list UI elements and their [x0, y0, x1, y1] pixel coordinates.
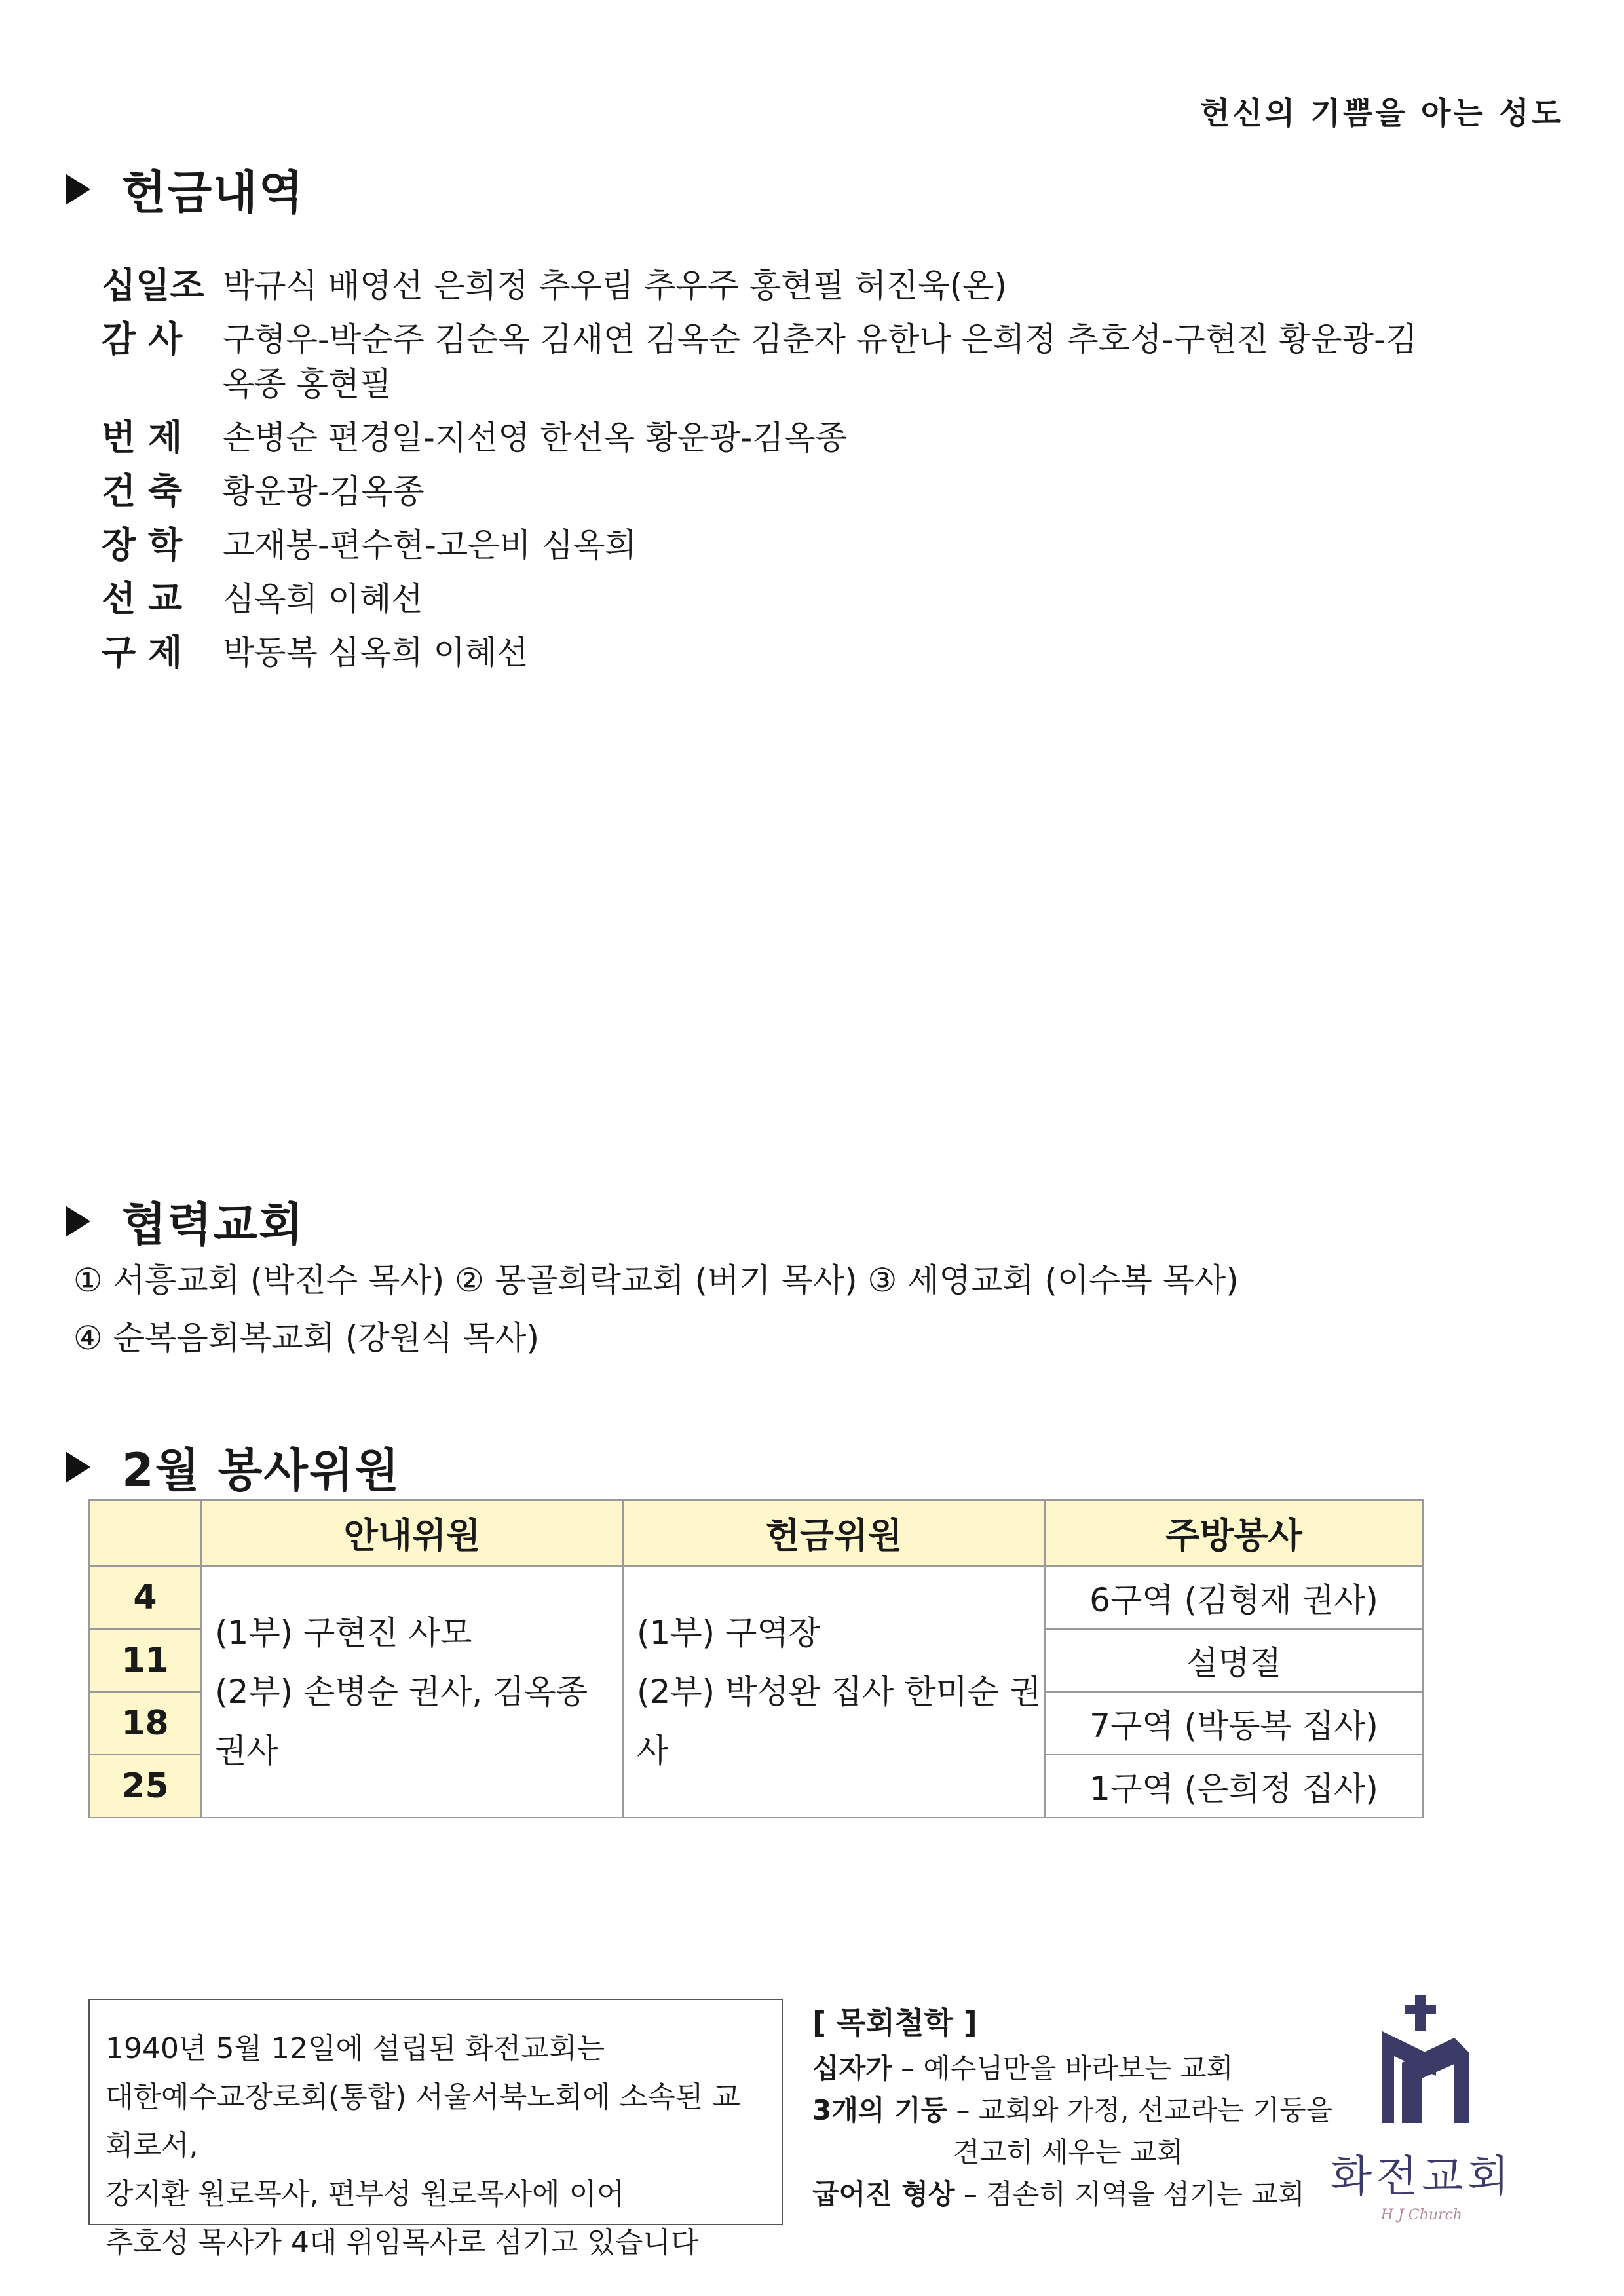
partner-line: ① 서흥교회 (박진수 목사) ② 몽골희락교회 (버기 목사) ③ 세영교회 (이수복 목사) [73, 1261, 1239, 1299]
offering-list [102, 263, 1477, 684]
offering-names: 박동복 심옥희 이혜선 [223, 634, 529, 672]
offering-names: 박규식 배영선 은희정 추우림 추우주 홍현필 허진욱(온) [223, 267, 1007, 305]
philosophy-item [812, 2048, 1332, 2090]
philosophy-text: – 겸손히 지역을 섬기는 교회 [954, 2178, 1305, 2210]
offering-names: 심옥희 이혜선 [223, 580, 423, 618]
church-info-box [88, 1999, 783, 2259]
ministry-philosophy [812, 2002, 1332, 2215]
partner-list [73, 1252, 1239, 1367]
week-cell: 4 [89, 1566, 201, 1629]
info-line: 강지환 원로목사, 편부성 원로목사에 이어 [105, 2177, 625, 2211]
guide-line: (1부) 구현진 사모 [215, 1614, 472, 1652]
offering-label: 번 제 [102, 417, 183, 458]
volunteers-section-header [66, 1434, 400, 1500]
table-header-row [89, 1500, 1423, 1566]
table-row [89, 1566, 1423, 1629]
philosophy-text: – 예수님만을 바라보는 교회 [892, 2052, 1234, 2084]
offering-line: (1부) 구역장 [637, 1614, 820, 1652]
offering-row [102, 630, 1477, 675]
philosophy-key: 3개의 기둥 [812, 2094, 948, 2126]
triangle-bullet-icon [66, 174, 90, 205]
logo-english-name: H J Church [1380, 2207, 1463, 2223]
offering-line: (2부) 박성완 집사 한미순 권사 [637, 1673, 1042, 1770]
offering-names: 고재봉-편수현-고은비 심옥희 [223, 526, 637, 564]
philosophy-text: 견고히 세우는 교회 [953, 2136, 1184, 2168]
header-offering: 헌금위원 [623, 1500, 1045, 1566]
guide-line: (2부) 손병순 권사, 김옥종 권사 [215, 1673, 588, 1770]
header-blank [89, 1500, 201, 1566]
philosophy-item [812, 2173, 1332, 2215]
week-cell: 11 [89, 1629, 201, 1692]
offering-label: 선 교 [102, 578, 183, 619]
kitchen-cell: 6구역 (김형재 권사) [1045, 1566, 1423, 1629]
kitchen-cell: 설명절 [1045, 1629, 1423, 1692]
partners-section-header [66, 1188, 304, 1254]
week-cell: 18 [89, 1692, 201, 1755]
volunteer-table [88, 1499, 1424, 1818]
offering-row [102, 415, 1477, 460]
offering-label: 구 제 [102, 632, 183, 673]
offering-row [102, 523, 1477, 567]
triangle-bullet-icon [66, 1451, 90, 1483]
offering-names: 구형우-박순주 김순옥 김새연 김옥순 김춘자 유한나 은희정 추호성-구현진 황운광-김옥종 홍현필 [223, 320, 1418, 403]
offering-cell [623, 1566, 1045, 1818]
offering-label: 건 축 [102, 470, 183, 512]
philosophy-key: 굽어진 형상 [812, 2178, 955, 2210]
triangle-bullet-icon [66, 1206, 90, 1237]
guide-cell [201, 1566, 623, 1818]
offering-row [102, 263, 1477, 308]
info-line: 추호성 목사가 4대 위임목사로 섬기고 있습니다 [105, 2226, 699, 2259]
partners-title: 협력교회 [122, 1198, 305, 1252]
logo-name: 화전교회 [1330, 2151, 1513, 2202]
offering-title: 헌금내역 [122, 166, 305, 220]
offering-label: 장 학 [102, 524, 183, 565]
church-cross-icon [1323, 1992, 1520, 2136]
offering-label: 감 사 [102, 318, 183, 360]
philosophy-text: – 교회와 가정, 선교라는 기둥을 [947, 2094, 1333, 2126]
offering-row [102, 317, 1477, 406]
info-line: 대한예수교장로회(통합) 서울서북노회에 소속된 교회로서, [105, 2080, 740, 2162]
week-cell: 25 [89, 1755, 201, 1818]
offering-row [102, 577, 1477, 621]
philosophy-key: 십자가 [812, 2052, 892, 2084]
kitchen-cell: 1구역 (은희정 집사) [1045, 1755, 1423, 1818]
header-kitchen: 주방봉사 [1045, 1500, 1423, 1566]
info-line: 1940년 5월 12일에 설립된 화전교회는 [105, 2032, 605, 2065]
church-logo [1323, 1992, 1520, 2228]
header-guide: 안내위원 [201, 1500, 623, 1566]
philosophy-item [812, 2090, 1332, 2132]
offering-row [102, 469, 1477, 514]
offering-names: 손병순 편경일-지선영 한선옥 황운광-김옥종 [223, 419, 848, 457]
kitchen-cell: 7구역 (박동복 집사) [1045, 1692, 1423, 1755]
partner-line: ④ 순복음회복교회 (강원식 목사) [73, 1319, 540, 1357]
offering-section-header [66, 156, 304, 222]
offering-label: 십일조 [102, 265, 204, 306]
philosophy-title: [ 목회철학 ] [812, 2005, 977, 2040]
motto: 헌신의 기쁨을 아는 성도 [1199, 96, 1564, 132]
offering-names: 황운광-김옥종 [223, 472, 425, 510]
volunteers-title: 2월 봉사위원 [122, 1444, 401, 1497]
philosophy-item [812, 2132, 1332, 2173]
